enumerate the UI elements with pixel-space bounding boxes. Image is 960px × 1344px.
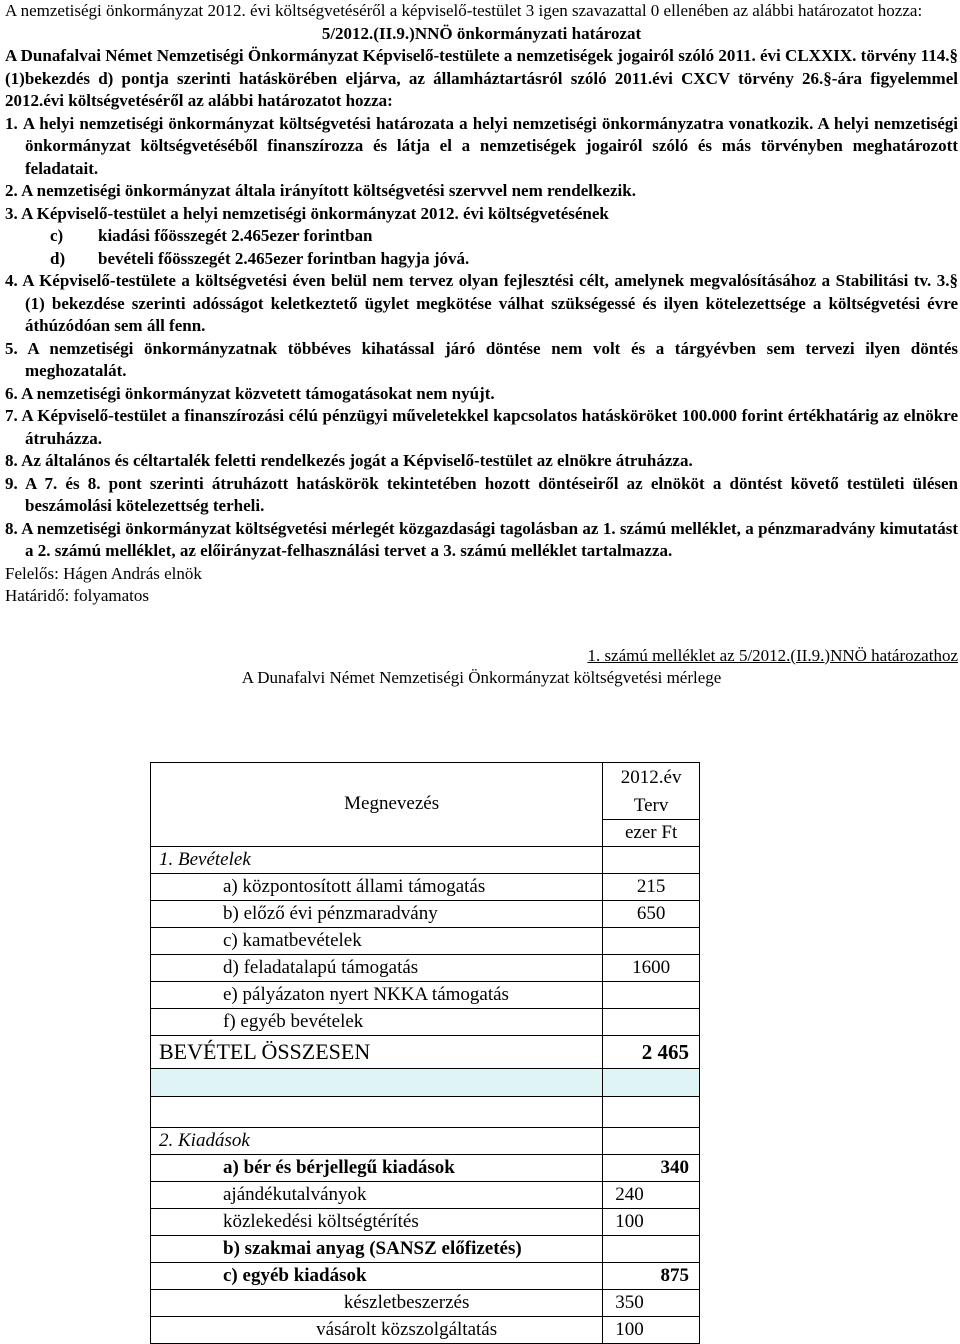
table-row: ajándékutalványok 240 bbox=[151, 1182, 700, 1209]
intro-text: A nemzetiségi önkormányzat 2012. évi költségvetéséről a képviselő-testület 3 igen szavazattal 0 ellenében az alábbi határozatot hozza: bbox=[5, 1, 923, 20]
point-9: 9. A 7. és 8. pont szerinti átruházott hatáskörök tekintetében hozott döntéseiről az elnököt a döntést követő testületi ülésen beszámolási kötelezettség terheli. bbox=[5, 473, 959, 515]
table-row: d) feladatalapú támogatás 1600 bbox=[151, 955, 700, 982]
point-2: 2. A nemzetiségi önkormányzat általa irányított költségvetési szervvel nem rendelkezik. bbox=[5, 181, 636, 200]
point-6: 6. A nemzetiségi önkormányzat közvetett támogatásokat nem nyújt. bbox=[5, 383, 495, 403]
budget-table bbox=[150, 762, 700, 1344]
table-row: c) egyéb kiadások 875 bbox=[151, 1263, 700, 1290]
table-row: a) központosított állami támogatás 215 bbox=[151, 874, 700, 901]
income-total-value: 2 465 bbox=[603, 1036, 700, 1069]
header-plan: Terv bbox=[603, 793, 700, 820]
income-total-row bbox=[151, 1036, 700, 1069]
point-1: 1. A helyi nemzetiségi önkormányzat költségvetési határozata a helyi nemzetiségi önkormányzatra vonatkozik. A helyi nemzetiségi önkormányzat költségvetéséből finanszírozza és látja el a nemzetiségek jogairól szóló és más törvényben meghatározott feladatait. bbox=[5, 113, 958, 178]
table-row: közlekedési költségtérítés 100 bbox=[151, 1209, 700, 1236]
table-row: c) kamatbevételek bbox=[151, 928, 700, 955]
expense-section: 2. Kiadások bbox=[151, 1128, 603, 1155]
point-8b: 8. A nemzetiségi önkormányzat költségvetési mérlegét közgazdasági tagolásban az 1. számú melléklet, a pénzmaradvány kimutatást a 2. számú melléklet, az előirányzat-felhasználási tervet a 3. számú melléklet tartalmazza. bbox=[5, 518, 959, 560]
document-page bbox=[5, 0, 958, 690]
sub-item-c: c) kiadási főösszegét 2.465ezer forintban bbox=[50, 226, 373, 245]
point-3: 3. A Képviselő-testület a helyi nemzetiségi önkormányzat 2012. évi költségvetésének bbox=[5, 203, 609, 223]
table-row: b) előző évi pénzmaradvány 650 bbox=[151, 901, 700, 928]
header-unit: ezer Ft bbox=[603, 820, 700, 847]
table-row: f) egyéb bevételek bbox=[151, 1009, 700, 1036]
income-section: 1. Bevételek bbox=[151, 847, 603, 874]
table-row: e) pályázaton nyert NKKA támogatás bbox=[151, 982, 700, 1009]
point-5: 5. A nemzetiségi önkormányzatnak többéves kihatással járó döntése nem volt és a tárgyévben sem tervezi ilyen döntés meghozatalát. bbox=[5, 338, 958, 380]
preamble: A Dunafalvai Német Nemzetiségi Önkormányzat Képviselő-testülete a nemzetiségek jogairól szóló 2011. évi CLXXIX. törvény 114.§ (1)bekezdés d) pontja szerinti hatáskörében eljárva, az államháztartásról szóló 2011.évi CXCV törvény 26.§-ára figyelemmel 2012.évi költségvetéséről az alábbi határozatot hozza: bbox=[5, 46, 958, 110]
table-row: vásárolt közszolgáltatás 100 bbox=[151, 1317, 700, 1344]
table-row: a) bér és bérjellegű kiadások 340 bbox=[151, 1155, 700, 1182]
header-year: 2012.év bbox=[603, 763, 700, 794]
point-4: 4. A Képviselő-testülete a költségvetési éven belül nem tervez olyan fejlesztési célt, amelynek megvalósításához a Stabilitási tv. 3.§ (1) bekezdése szerinti adósságot keletkeztető ügylet megkötése válhat szükségessé és ilyen kötelezettsége a költségvetési évre áthúzódóan sem áll fenn. bbox=[5, 271, 958, 335]
point-8: 8. Az általános és céltartalék feletti rendelkezés jogát a Képviselő-testület az elnökre átruházza. bbox=[5, 451, 693, 470]
income-total-label: BEVÉTEL ÖSSZESEN bbox=[151, 1036, 603, 1069]
table-row: b) szakmai anyag (SANSZ előfizetés) bbox=[151, 1236, 700, 1263]
header-name: Megnevezés bbox=[151, 763, 603, 847]
point-7: 7. A Képviselő-testület a finanszírozási célú pénzügyi műveletekkel kapcsolatos hatásköröket 100.000 forint értékhatárig az elnökre átruházza. bbox=[5, 406, 958, 448]
sub-item-d: d) bevételi főösszegét 2.465ezer forintban hagyja jóvá. bbox=[50, 248, 470, 268]
annex-reference: 1. számú melléklet az 5/2012.(II.9.)NNÖ határozathoz bbox=[587, 645, 958, 665]
resolution-title: 5/2012.(II.9.)NNÖ önkormányzati határozat bbox=[321, 23, 642, 43]
deadline: Határidő: folyamatos bbox=[5, 586, 149, 605]
responsible: Felelős: Hágen András elnök bbox=[5, 563, 202, 583]
table-row: készletbeszerzés 350 bbox=[151, 1290, 700, 1317]
annex-title: A Dunafalvi Német Nemzetiségi Önkormányzat költségvetési mérlege bbox=[241, 668, 722, 687]
